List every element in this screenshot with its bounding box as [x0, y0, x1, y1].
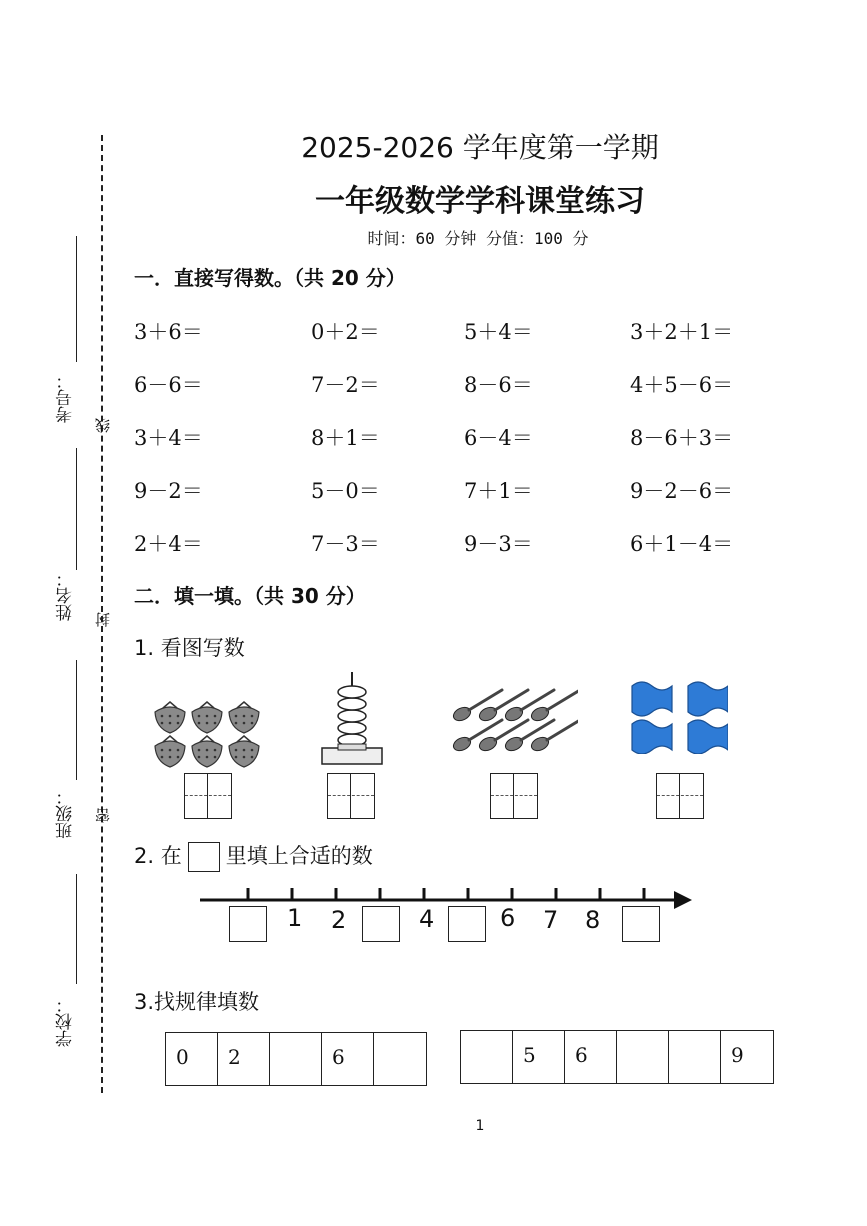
number-line-label: 4	[419, 905, 435, 933]
binding-mark-seal: 封	[94, 612, 112, 627]
school-label: 学校：	[56, 996, 76, 1047]
sequence-cell[interactable]	[617, 1031, 669, 1083]
spoon-icon	[477, 720, 528, 753]
problem: 0＋2＝	[311, 320, 380, 344]
section-1-title: 一．直接写得数。（共 20 分）	[134, 266, 406, 290]
strawberry-icon	[192, 702, 222, 733]
problem: 8＋1＝	[311, 426, 380, 450]
problem: 3＋2＋1＝	[630, 320, 734, 344]
problem: 8－6＋3＝	[630, 426, 734, 450]
name-blank[interactable]	[76, 448, 77, 570]
strawberries-picture	[150, 696, 265, 768]
number-line-label: 2	[331, 906, 347, 934]
number-line-label: 8	[585, 906, 601, 934]
class-label: 班级：	[56, 788, 76, 839]
q2-label	[134, 840, 373, 872]
abacus-bead	[338, 686, 366, 698]
number-line-box[interactable]	[229, 906, 267, 942]
number-line-box[interactable]	[362, 906, 400, 942]
flag-icon	[632, 682, 672, 716]
number-line	[196, 882, 696, 912]
binding-mark-secret: 密	[94, 808, 112, 823]
school-blank[interactable]	[76, 874, 77, 984]
example-box	[188, 842, 220, 872]
spoon-icon	[451, 690, 502, 723]
section-2-title: 二．填一填。（共 30 分）	[134, 584, 366, 608]
number-line-arrow-icon	[674, 891, 692, 909]
answer-box-spoons[interactable]	[490, 773, 538, 819]
flags-picture	[628, 678, 728, 754]
sequence-cell[interactable]: 0	[166, 1033, 218, 1085]
subject-title: 一年级数学学科课堂练习	[315, 184, 645, 219]
problem: 6－6＝	[134, 373, 203, 397]
problem: 3＋6＝	[134, 320, 203, 344]
number-line-label: 7	[543, 906, 559, 934]
sequence-cell[interactable]	[270, 1033, 322, 1085]
strawberry-icon	[155, 702, 185, 733]
strawberry-icon	[192, 736, 222, 767]
sequence-cell[interactable]: 9	[731, 1043, 744, 1067]
abacus-bead	[338, 710, 366, 722]
class-blank[interactable]	[76, 660, 77, 780]
q2-prefix: 2. 在	[134, 844, 182, 868]
exam-no-label: 考号：	[56, 372, 76, 423]
answer-box-abacus[interactable]	[327, 773, 375, 819]
sequence-cell[interactable]	[374, 1033, 426, 1085]
sequence-cell[interactable]	[461, 1031, 513, 1083]
problem: 5－0＝	[311, 479, 380, 503]
problem: 3＋4＝	[134, 426, 203, 450]
answer-box-flags[interactable]	[656, 773, 704, 819]
number-line-label: 6	[500, 904, 516, 932]
spoon-icon	[477, 690, 528, 723]
abacus-bead	[338, 722, 366, 734]
problem: 6＋1－4＝	[630, 532, 734, 556]
problem: 5＋4＝	[464, 320, 533, 344]
strawberry-icon	[155, 736, 185, 767]
q1-label: 1. 看图写数	[134, 636, 245, 660]
problem: 7－2＝	[311, 373, 380, 397]
spoon-icon	[503, 690, 554, 723]
binding-mark-line: 线	[94, 418, 112, 433]
q3-label: 3.找规律填数	[134, 990, 260, 1014]
sequence-cell[interactable]: 6	[565, 1031, 617, 1083]
sequence-cell[interactable]	[669, 1031, 721, 1083]
flag-icon	[688, 682, 728, 716]
problem: 2＋4＝	[134, 532, 203, 556]
sequence-cell[interactable]: 2	[218, 1033, 270, 1085]
sequence-cell[interactable]: 5	[513, 1031, 565, 1083]
exam-meta: 时间：60 分钟 分值：100 分	[367, 229, 589, 248]
abacus-icon	[318, 668, 386, 770]
q2-suffix: 里填上合适的数	[225, 844, 373, 868]
number-line-label: 1	[287, 904, 303, 932]
page-title: 2025-2026 学年度第一学期	[301, 131, 659, 164]
page-number: 1	[475, 1118, 485, 1134]
number-line-box[interactable]	[448, 906, 486, 942]
flag-icon	[688, 720, 728, 754]
spoon-icon	[451, 720, 502, 753]
flag-icon	[632, 720, 672, 754]
problem: 4＋5－6＝	[630, 373, 734, 397]
problem: 9－2＝	[134, 479, 203, 503]
strawberry-icon	[229, 736, 259, 767]
answer-box-strawberries[interactable]	[184, 773, 232, 819]
spoon-icon	[529, 690, 578, 723]
problem: 7＋1＝	[464, 479, 533, 503]
problem: 6－4＝	[464, 426, 533, 450]
spoon-icon	[503, 720, 554, 753]
exam-no-blank[interactable]	[76, 236, 77, 362]
sequence-2	[460, 1030, 774, 1084]
name-label: 姓名：	[56, 570, 76, 621]
spoon-icon	[529, 720, 578, 753]
spoons-picture	[448, 684, 578, 754]
number-line-box[interactable]	[622, 906, 660, 942]
problem: 8－6＝	[464, 373, 533, 397]
strawberry-icon	[155, 702, 259, 767]
problem: 7－3＝	[311, 532, 380, 556]
problem: 9－2－6＝	[630, 479, 734, 503]
sequence-1	[165, 1032, 427, 1086]
sequence-cell[interactable]: 6	[322, 1033, 374, 1085]
abacus-bead	[338, 698, 366, 710]
strawberry-icon	[229, 702, 259, 733]
problem: 9－3＝	[464, 532, 533, 556]
